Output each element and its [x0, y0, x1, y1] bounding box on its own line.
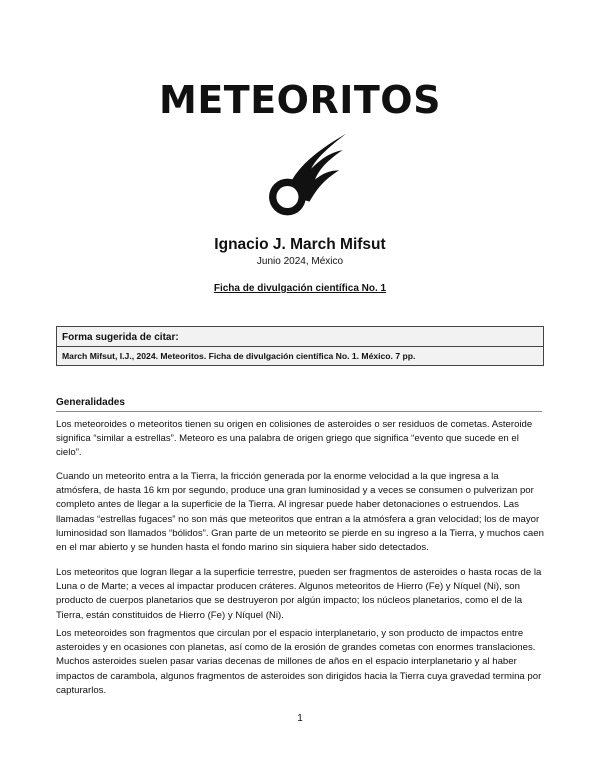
- citation-text: March Mifsut, I.J., 2024. Meteoritos. Ficha de divulgación científica No. 1. México. 7 pp.: [62, 351, 416, 361]
- paragraph: Los meteoroides son fragmentos que circulan por el espacio interplanetario, y son producto de impactos entre asteroides y en ocasiones con planetas, así como de la erosión de grandes cometas con enormes translaciones. Muchos asteroides suelen pasar varias decenas de millones de años en el espacio interplanetario y al haber impactos de carambola, algunos fragmentos de asteroides son dirigidos hacia la Tierra cuya gravedad termina por capturarlos.: [56, 628, 542, 696]
- series-title: Ficha de divulgación científica No. 1: [213, 283, 387, 294]
- citation-divider: [57, 346, 543, 347]
- section-divider: [56, 411, 542, 412]
- paragraph: Los meteoritos que logran llegar a la superficie terrestre, pueden ser fragmentos de asteroides o hasta rocas de la Luna o de Marte; a veces al impactar producen cráteres. Algunos meteoritos de Hierro (Fe) y Níquel (Ni), son producto de cuerpos planetarios que se destruyeron por algún impacto; los núcleos planetarios, como el de la Tierra, están constituidos de Hierro (Fe) y Níquel (Ni).: [56, 567, 542, 621]
- paragraph: Los meteoroides o meteoritos tienen su origen en colisiones de asteroides o ser residuos de cometas. Asteroide significa “similar a estrellas”. Meteoro es una palabra de origen griego que significa “evento que sucede en el cielo”.: [56, 419, 533, 459]
- section-heading: Generalidades: [56, 397, 125, 408]
- paragraph: Cuando un meteorito entra a la Tierra, la fricción generada por la enorme velocidad a la que ingresa a la atmósfera, de hasta 16 km por segundo, produce una gran luminosidad y a veces se consumen o pulverizan por completo antes de llegar a la superficie de la Tierra. Al ingresar puede haber detonaciones o estruendos. Las llamadas “estrellas fugaces” no son más que meteoritos que entran a la atmósfera a gran velocidad; los de mayor luminosidad son llamados “bólidos”. Gran parte de un meteorito se pierde en su ingreso a la Tierra, y muchos caen en el mar abierto y se hunden hasta el fondo marino sin siquiera haber sido detectados.: [56, 471, 544, 554]
- publication-date: Junio 2024, México: [256, 256, 344, 267]
- page-number: 1: [297, 713, 303, 724]
- citation-box: [56, 326, 544, 366]
- citation-heading: Forma sugerida de citar:: [62, 332, 179, 343]
- author-name: Ignacio J. March Mifsut: [214, 236, 386, 253]
- meteor-icon: [258, 128, 350, 220]
- document-title: METEORITOS: [159, 78, 441, 122]
